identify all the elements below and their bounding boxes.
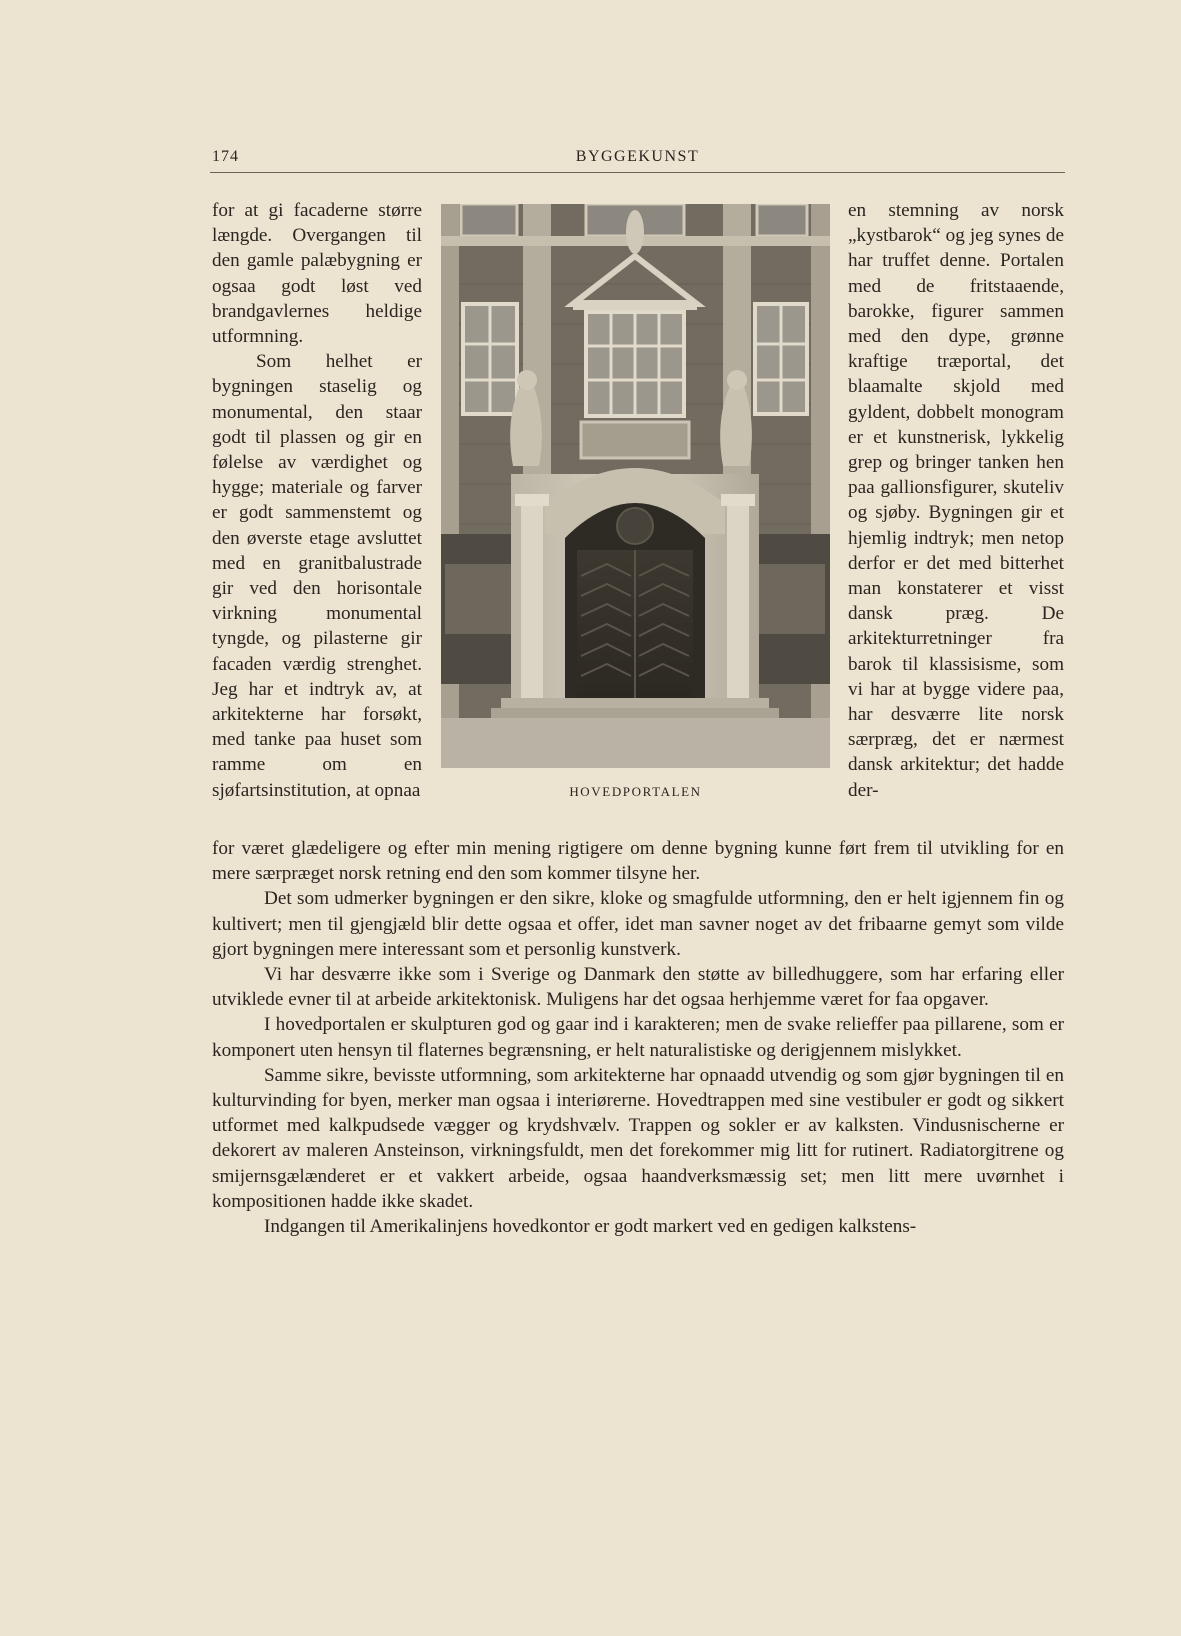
- right-column: [848, 198, 1064, 803]
- body-paragraph-3: I hovedportalen er skulpturen god og gaar ind i karakteren; men de svake relieffer paa pillarene, som er komponert uten hensyn til flaternes begrænsning, er helt naturalistiske og derigjennem mislykket.: [212, 1014, 1064, 1061]
- figure-caption: HOVEDPORTALEN: [569, 784, 702, 799]
- running-title: BYGGEKUNST: [575, 148, 700, 165]
- body-text: [212, 836, 1064, 1239]
- left-column: [212, 198, 422, 803]
- portal-photograph: [441, 204, 830, 768]
- body-paragraph-1: Det som udmerker bygningen er den sikre, kloke og smagfulde utformning, den er helt igjennem fin og kultivert; men til gjengjæld blir dette ogsaa et offer, idet man savner noget av det fribaarne gemyt som vilde gjort bygningen mere interessant som et personlig kunstverk.: [212, 888, 1064, 960]
- running-head: [210, 146, 1065, 173]
- body-paragraph-continued: for været glædeligere og efter min mening rigtigere om denne bygning kunne ført frem til utvikling for en mere særpræget norsk retning end den som kommer tilsyne her.: [212, 838, 1064, 885]
- body-paragraph-4: Samme sikre, bevisste utformning, som arkitekterne har opnaadd utvendig og som gjør bygningen til en kulturvinding for byen, merker man ogsaa i interiørerne. Hovedtrappen med sine vestibuler er godt og sikkert utformet med kalkpudsede vægger og krydshvælv. Trappen og sokler er av kalksten. Vindusnischerne er dekorert av maleren Ansteinson, virkningsfuldt, men det forekommer mig litt for rutinert. Radiatorgitrene og smijernsgælænderet er et vakkert arbeide, ogsaa haandverksmæssig set; men litt mere uvørnhet i kompositionen hadde ikke skadet.: [212, 1064, 1064, 1212]
- page-number: 174: [212, 148, 239, 165]
- left-paragraph-2: Som helhet er bygningen staselig og monumental, den staar godt til plassen og gir en følelse av værdighet og hygge; materiale og farver er godt sammenstemt og den øverste etage avsluttet med en granitbalustrade gir ved den horisontale virkning monumental tyngde, og pilasterne gir facaden værdig strenghet. Jeg har et indtryk av, at arkitekterne har forsøkt, med tanke paa huset som ramme om en sjøfartsinstitution, at opnaa: [212, 351, 422, 801]
- body-paragraph-2: Vi har desværre ikke som i Sverige og Danmark den støtte av billedhuggere, som har erfaring eller utviklede evner til at arbeide arkitektonisk. Muligens har det ogsaa herhjemme været for faa opgaver.: [212, 964, 1064, 1011]
- portal-photo-illustration: [441, 204, 830, 768]
- left-paragraph-1: for at gi facaderne større længde. Overgangen til den gamle palæbygning er ogsaa godt løst ved brandgavlernes heldige utformning.: [212, 200, 422, 348]
- body-paragraph-5: Indgangen til Amerikalinjens hovedkontor er godt markert ved en gedigen kalkstens-: [264, 1216, 917, 1238]
- right-paragraph: en stemning av norsk „kystbarok“ og jeg synes de har truffet denne. Portalen med de fritstaaende, barokke, figurer sammen med den dype, grønne kraftige træportal, det blaamalte skjold med gyldent, dobbelt monogram er et kunstnerisk, lykkelig grep og bringer tanken hen paa gallionsfigurer, skuteliv og sjøby. Bygningen gir et hjemlig indtryk; men netop derfor er det med bitterhet man konstaterer et visst dansk præg. De arkitekturretninger fra barok til klassisisme, som vi har at bygge videre paa, har desværre lite norsk særpræg, det er nærmest dansk arkitektur; det hadde der-: [848, 200, 1064, 801]
